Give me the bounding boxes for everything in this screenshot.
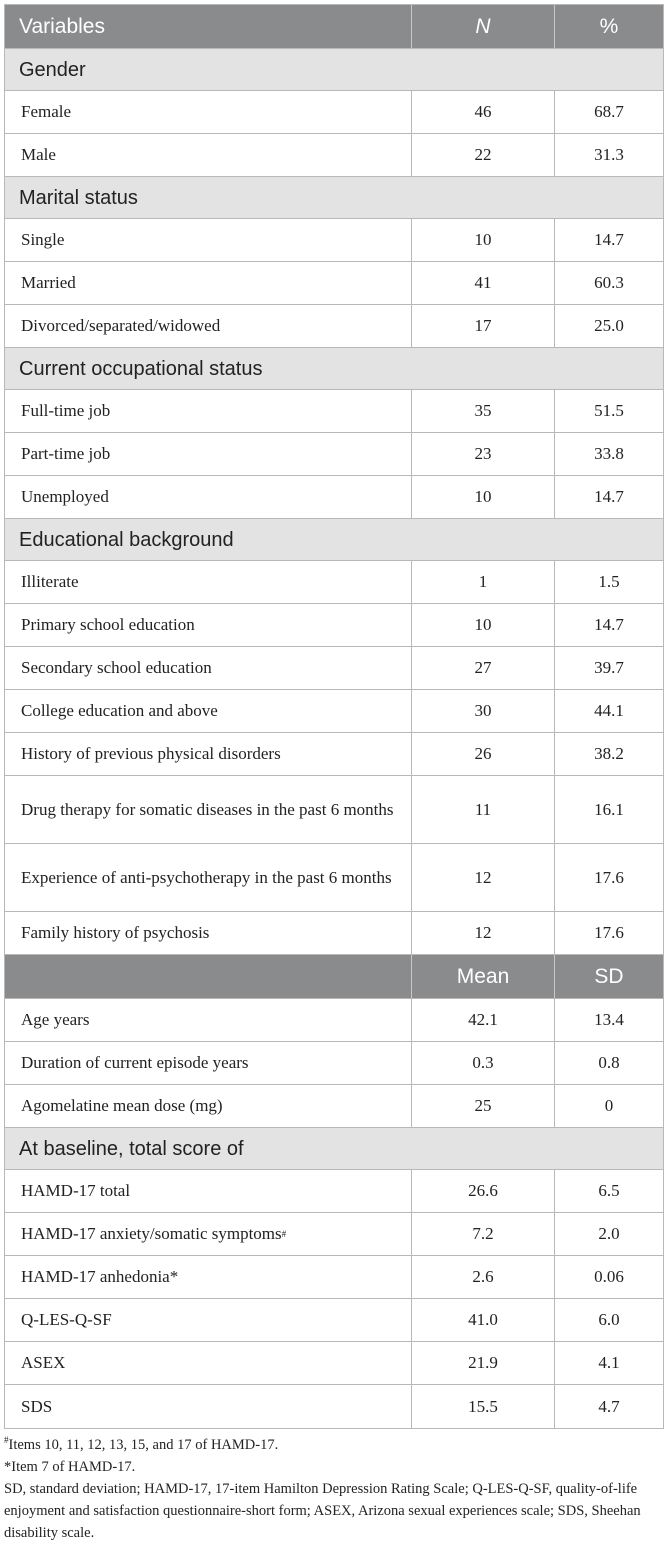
row-percent: 38.2 [594, 744, 624, 763]
row-n: 27 [412, 647, 555, 689]
row-n: 17 [412, 305, 555, 347]
footnote-text: Items 10, 11, 12, 13, 15, and 17 of HAMD-17. [8, 1437, 279, 1453]
header-variables: Variables [5, 5, 412, 48]
footnote-text: Item 7 of HAMD-17. [11, 1459, 136, 1475]
table-row [5, 844, 663, 912]
row-label: Married [5, 262, 412, 304]
table-row [5, 1299, 663, 1342]
footnote-1 [4, 1434, 666, 1456]
row-mean: 7.2 [412, 1213, 555, 1255]
row-percent: 14.7 [594, 615, 624, 634]
row-label: Illiterate [5, 561, 412, 603]
row-mean: 41.0 [412, 1299, 555, 1341]
row-label: Male [5, 134, 412, 176]
row-percent: 68.7 [594, 102, 624, 121]
row-n: 22 [412, 134, 555, 176]
row-n: 23 [412, 433, 555, 475]
group-label: Educational background [19, 528, 234, 551]
row-label: Secondary school education [5, 647, 412, 689]
table-row [5, 1213, 663, 1256]
row-sd: 6.5 [598, 1181, 620, 1200]
row-sd: 6.0 [598, 1310, 620, 1329]
table-row [5, 561, 663, 604]
row-label: Duration of current episode years [5, 1042, 412, 1084]
row-percent: 60.3 [594, 273, 624, 292]
table-row [5, 305, 663, 348]
row-sd: 2.0 [598, 1224, 620, 1243]
group-label: Marital status [19, 186, 138, 209]
row-label: Experience of anti-psychotherapy in the past 6 months [5, 844, 412, 911]
row-mean: 15.5 [412, 1385, 555, 1428]
row-sd: 0.8 [598, 1053, 620, 1072]
row-sd: 4.7 [598, 1396, 620, 1416]
row-label: HAMD-17 anxiety/somatic symptoms [21, 1224, 282, 1243]
table-row [5, 1085, 663, 1128]
row-n: 10 [412, 219, 555, 261]
row-n: 46 [412, 91, 555, 133]
group-gender [5, 49, 663, 91]
row-label: Female [5, 91, 412, 133]
row-label: HAMD-17 total [5, 1170, 412, 1212]
row-label: Agomelatine mean dose (mg) [5, 1085, 412, 1127]
row-label: ASEX [5, 1342, 412, 1384]
row-percent: 17.6 [594, 867, 624, 887]
table-row [5, 219, 663, 262]
row-label: Full-time job [5, 390, 412, 432]
group-label: Gender [19, 58, 86, 81]
row-n: 12 [412, 844, 555, 911]
row-label: Age years [5, 999, 412, 1041]
row-sd: 0.06 [594, 1267, 624, 1286]
row-mean: 25 [412, 1085, 555, 1127]
table-row [5, 912, 663, 955]
table-row [5, 390, 663, 433]
footnote-mark-star: * [169, 1267, 179, 1286]
row-percent: 44.1 [594, 701, 624, 720]
row-label: Drug therapy for somatic diseases in the past 6 months [5, 776, 412, 843]
row-label: Part-time job [5, 433, 412, 475]
row-mean: 2.6 [412, 1256, 555, 1298]
row-label: Q-LES-Q-SF [5, 1299, 412, 1341]
table-row [5, 604, 663, 647]
row-n: 35 [412, 390, 555, 432]
row-sd: 13.4 [594, 1010, 624, 1029]
row-n: 10 [412, 476, 555, 518]
group-marital-status [5, 177, 663, 219]
row-label: History of previous physical disorders [5, 733, 412, 775]
table-row [5, 776, 663, 844]
row-n: 11 [412, 776, 555, 843]
table-row [5, 1342, 663, 1385]
row-n: 12 [412, 912, 555, 954]
row-mean: 21.9 [412, 1342, 555, 1384]
row-label: Unemployed [5, 476, 412, 518]
row-label: HAMD-17 anhedonia [21, 1267, 170, 1286]
row-n: 26 [412, 733, 555, 775]
table-row [5, 1256, 663, 1299]
row-percent: 33.8 [594, 444, 624, 463]
row-label: Single [5, 219, 412, 261]
row-n: 41 [412, 262, 555, 304]
group-educational-background [5, 519, 663, 561]
table-row [5, 1385, 663, 1428]
table-subheader [5, 955, 663, 999]
row-mean: 0.3 [412, 1042, 555, 1084]
footnote-mark-star: * [4, 1459, 12, 1475]
row-n: 30 [412, 690, 555, 732]
group-label: At baseline, total score of [19, 1137, 244, 1160]
footnote-2 [4, 1456, 666, 1478]
row-n: 10 [412, 604, 555, 646]
row-percent: 51.5 [594, 401, 624, 420]
subheader-blank [5, 955, 412, 998]
header-percent: % [599, 14, 619, 38]
row-mean: 42.1 [412, 999, 555, 1041]
row-percent: 31.3 [594, 145, 624, 164]
row-label: SDS [5, 1385, 412, 1428]
row-label-cell: HAMD-17 anxiety/somatic symptoms # [5, 1213, 412, 1255]
row-percent: 1.5 [598, 572, 620, 591]
table-footnotes [4, 1434, 666, 1544]
group-occupational-status [5, 348, 663, 390]
table-row [5, 1042, 663, 1085]
table-row [5, 690, 663, 733]
table-header [5, 5, 663, 49]
row-percent: 14.7 [594, 230, 624, 249]
row-label: Family history of psychosis [5, 912, 412, 954]
row-sd: 4.1 [598, 1353, 620, 1372]
table-row [5, 733, 663, 776]
row-sd: 0 [604, 1096, 614, 1115]
table-row [5, 999, 663, 1042]
row-label: College education and above [5, 690, 412, 732]
header-mean: Mean [412, 955, 555, 998]
table-row [5, 1170, 663, 1213]
row-n: 1 [412, 561, 555, 603]
table-row [5, 476, 663, 519]
table-row [5, 134, 663, 177]
row-label: Divorced/separated/widowed [5, 305, 412, 347]
table-row [5, 647, 663, 690]
row-percent: 39.7 [594, 658, 624, 677]
row-mean: 26.6 [412, 1170, 555, 1212]
row-percent: 25.0 [594, 316, 624, 335]
row-percent: 14.7 [594, 487, 624, 506]
footnote-abbreviations: SD, standard deviation; HAMD-17, 17-item Hamilton Depression Rating Scale; Q-LES-Q-SF, quality-of-life enjoyment and satisfaction questionnaire-short form; ASEX, Arizona sexual experiences scale; SDS, Sheehan disability scale. [4, 1481, 641, 1541]
table-row [5, 91, 663, 134]
row-label-cell [5, 1256, 412, 1298]
table-row [5, 433, 663, 476]
group-baseline-scores [5, 1128, 663, 1170]
header-sd: SD [594, 964, 624, 988]
footnote-mark-hash: # [4, 1435, 9, 1446]
table-row [5, 262, 663, 305]
header-n: N [412, 5, 555, 48]
row-percent: 17.6 [594, 923, 624, 942]
row-percent: 16.1 [594, 799, 624, 819]
demographics-table [4, 4, 664, 1429]
row-label: Primary school education [5, 604, 412, 646]
group-label: Current occupational status [19, 357, 263, 380]
